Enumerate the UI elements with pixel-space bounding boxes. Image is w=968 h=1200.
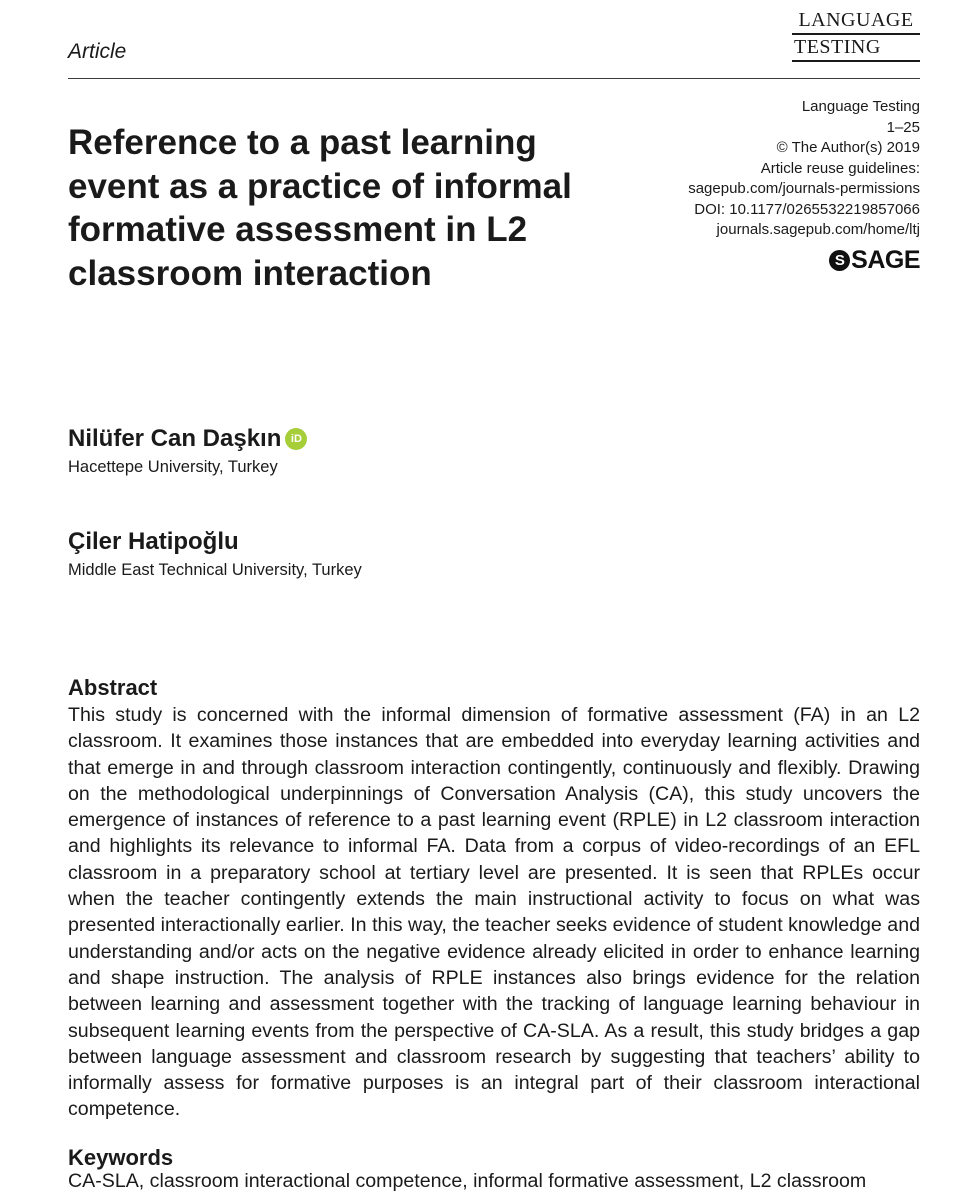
- meta-pages: 1–25: [886, 118, 920, 136]
- author-2: [68, 528, 239, 556]
- abstract-heading: Abstract: [68, 675, 158, 700]
- meta-doi-link[interactable]: DOI: 10.1177/0265532219857066: [694, 200, 920, 218]
- journal-logo: [792, 8, 920, 62]
- meta-journal-link[interactable]: journals.sagepub.com/home/ltj: [716, 221, 920, 238]
- publication-metadata: [620, 97, 920, 241]
- journal-logo-rule-bottom: [792, 60, 920, 62]
- meta-reuse-label: Article reuse guidelines:: [760, 159, 920, 177]
- article-title: Reference to a past learning event as a practice of informal formative assessment in L2 classroom interaction: [68, 123, 572, 293]
- author-2-affiliation: Middle East Technical University, Turkey: [68, 561, 362, 579]
- meta-reuse-link[interactable]: sagepub.com/journals-permissions: [688, 180, 920, 197]
- journal-logo-line1: LANGUAGE: [798, 9, 914, 31]
- article-type-label: Article: [68, 40, 127, 63]
- sage-logo-mark: S: [829, 250, 850, 271]
- keywords-text: CA-SLA, classroom interactional competence, informal formative assessment, L2 classroom: [68, 1170, 867, 1192]
- author-1-name: Nilüfer Can Daşkın: [68, 425, 282, 452]
- sage-logo: [829, 246, 920, 275]
- keywords-heading: Keywords: [68, 1145, 174, 1170]
- meta-copyright: © The Author(s) 2019: [776, 139, 920, 156]
- author-1-affiliation: Hacettepe University, Turkey: [68, 458, 278, 476]
- journal-logo-line2: TESTING: [794, 36, 881, 58]
- meta-journal: Language Testing: [801, 98, 920, 115]
- sage-logo-text: SAGE: [851, 246, 920, 274]
- orcid-icon[interactable]: iD: [285, 428, 307, 450]
- author-1: [68, 425, 307, 453]
- author-2-name: Çiler Hatipoğlu: [68, 528, 239, 555]
- header-divider: [68, 78, 920, 79]
- abstract-text: This study is concerned with the informal dimension of formative assessment (FA) in an L2 classroom. It examines those instances that are embedded into everyday learning activities and that emerge in and through classroom interaction contingently, continuously and flexibly. Drawing on the methodological underpinnings of Conversation Analysis (CA), this study uncovers the emergence of instances of reference to a past learning event (RPLE) in L2 classroom interaction and highlights its relevance to informal FA. Data from a corpus of video-recordings of an EFL classroom in a preparatory school at tertiary level are presented. It is seen that RPLEs occur when the teacher contingently extends the main instructional activity to focus on what was presented interactionally earlier. In this way, the teacher seeks evidence of student knowledge and understanding and/or acts on the negative evidence already elicited in order to enhance learning and shape instruction. The analysis of RPLE instances also brings evidence for the relation between learning and assessment together with the tracking of language learning behaviour in subsequent learning events from the perspective of CA-SLA. As a result, this study bridges a gap between language assessment and classroom research by suggesting that teachers’ ability to informally assess for formative purposes is an integral part of their classroom interactional competence.: [68, 704, 920, 1121]
